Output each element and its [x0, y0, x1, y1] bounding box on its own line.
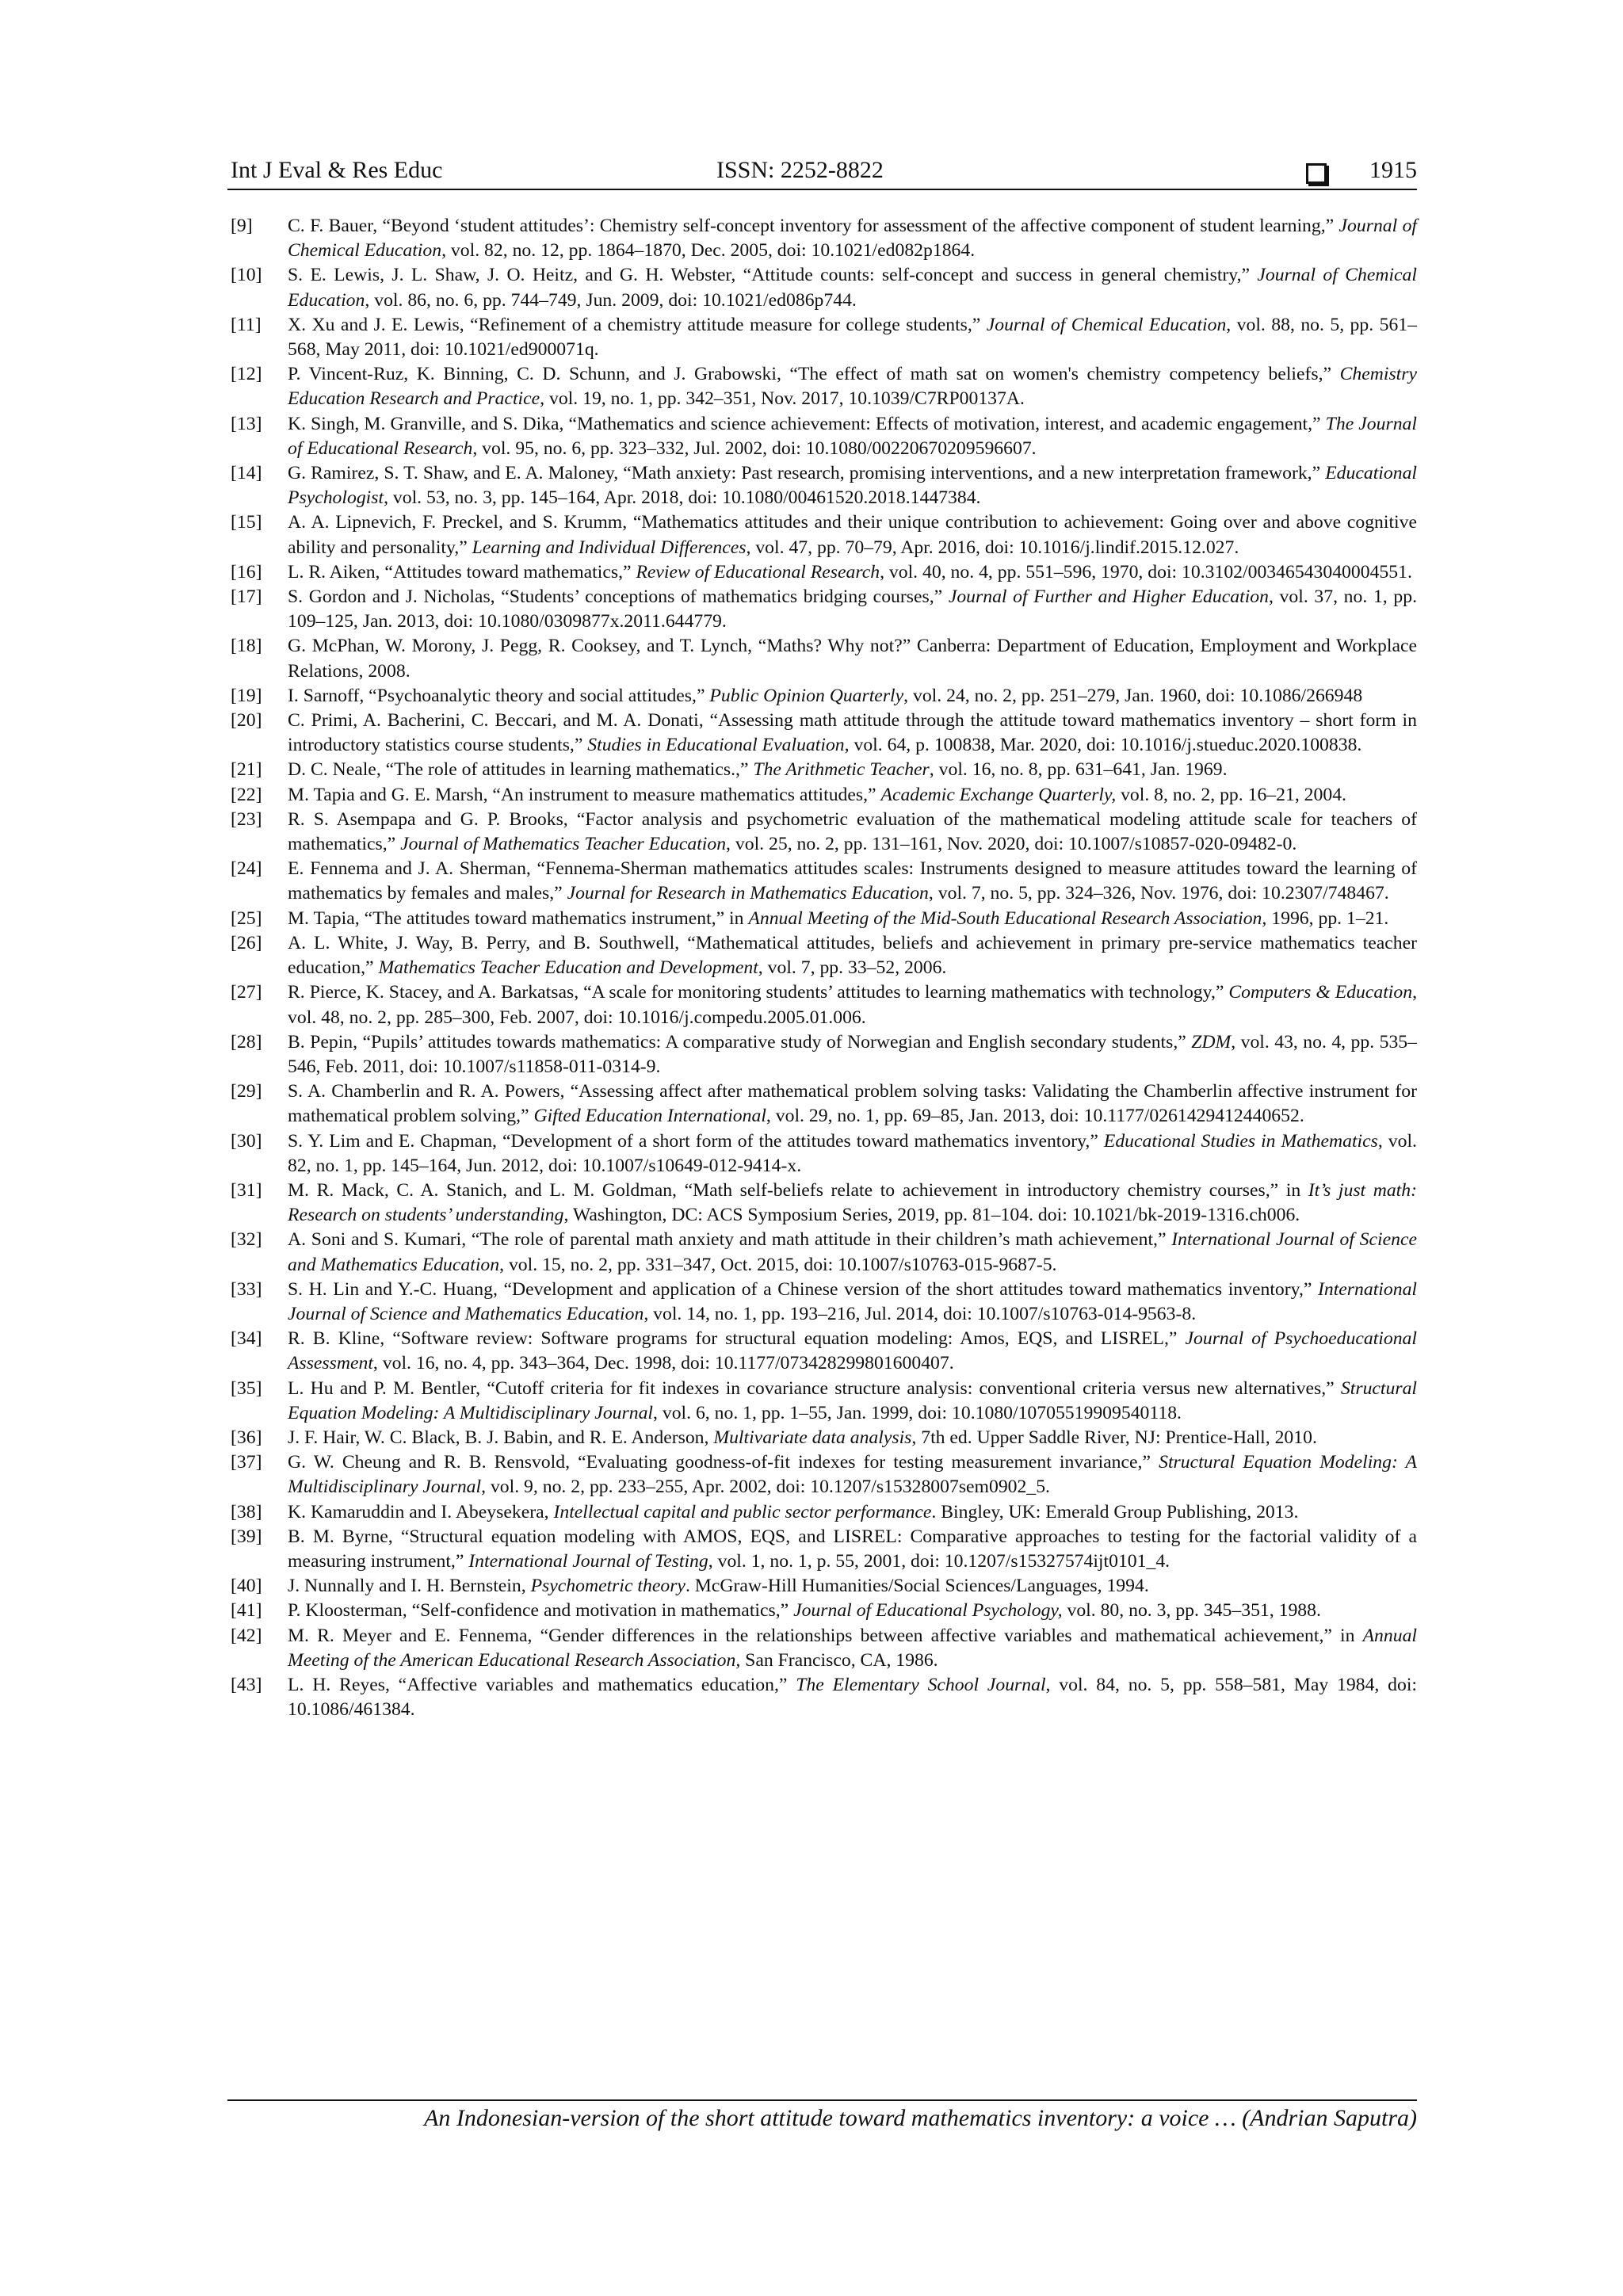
reference-text-segment: C. F. Bauer, “Beyond ‘student attitudes’: Chemistry self-concept inventory for assessment of the affective component of student learning,”	[288, 216, 1339, 236]
reference-source-title: Structural Equation Modeling: A Multidisciplinary Journal	[288, 1452, 1418, 1498]
reference-text	[288, 758, 1417, 782]
reference-item	[231, 783, 1417, 808]
reference-source-title: Journal of Chemical Education	[986, 314, 1227, 335]
reference-source-title: Gifted Education International	[533, 1106, 766, 1127]
reference-number: [27]	[231, 982, 262, 1003]
reference-text-segment: San Francisco, CA, 1986.	[740, 1649, 938, 1671]
reference-item	[231, 214, 1417, 263]
reference-item	[231, 1228, 1417, 1277]
reference-text-segment: M. R. Mack, C. A. Stanich, and L. M. Goldman, “Math self-beliefs relate to achievement in introductory chemistry courses,” in	[288, 1179, 1308, 1201]
reference-source-title: Journal of Mathematics Teacher Education	[400, 834, 727, 855]
reference-source-title: Annual Meeting of the Mid-South Educational Research Association	[748, 907, 1262, 929]
reference-item	[231, 461, 1417, 510]
reference-item	[231, 931, 1417, 980]
reference-item	[231, 1179, 1417, 1228]
reference-source-title: Chemistry Education Research and Practice	[288, 364, 1417, 410]
reference-text-segment: , vol. 14, no. 1, pp. 193–216, Jul. 2014, doi: 10.1007/s10763-014-9563-8.	[643, 1303, 1197, 1324]
reference-number: [9]	[231, 216, 253, 236]
reference-source-title: Journal of Educational Psychology,	[793, 1600, 1063, 1622]
reference-source-title: Intellectual capital and public sector performance	[553, 1501, 932, 1522]
reference-text	[288, 1500, 1417, 1525]
reference-text	[288, 1599, 1417, 1623]
reference-number: [35]	[231, 1377, 262, 1399]
reference-item	[231, 808, 1417, 857]
reference-number: [30]	[231, 1130, 262, 1152]
reference-text-segment: G. Ramirez, S. T. Shaw, and E. A. Maloney, “Math anxiety: Past research, promising interventions, and a new interpretation framework,”	[288, 463, 1326, 484]
reference-number: [37]	[231, 1452, 262, 1473]
page-header	[231, 153, 1417, 188]
reference-text-segment: J. F. Hair, W. C. Black, B. J. Babin, and R. E. Anderson,	[288, 1427, 714, 1448]
issn-label: ISSN: 2252-8822	[716, 157, 884, 183]
reference-text	[288, 263, 1417, 312]
reference-number: [38]	[231, 1501, 262, 1522]
reference-text-segment: , vol. 16, no. 8, pp. 631–641, Jan. 1969.	[929, 759, 1228, 781]
reference-source-title: Studies in Educational Evaluation	[587, 735, 845, 756]
reference-item	[231, 1673, 1417, 1722]
reference-text	[288, 1574, 1417, 1599]
reference-source-title: Psychometric theory	[530, 1576, 685, 1597]
reference-text-segment: , vol. 15, no. 2, pp. 331–347, Oct. 2015, doi: 10.1007/s10763-015-9687-5.	[499, 1254, 1057, 1275]
reference-text-segment: , vol. 29, no. 1, pp. 69–85, Jan. 2013, doi: 10.1177/0261429412440652.	[766, 1106, 1304, 1127]
reference-item	[231, 560, 1417, 585]
reference-source-title: Journal of Chemical Education	[288, 216, 1417, 262]
reference-item	[231, 585, 1417, 634]
reference-text-segment: , vol. 7, no. 5, pp. 324–326, Nov. 1976, doi: 10.2307/748467.	[928, 883, 1389, 904]
reference-text-segment: , vol. 7, pp. 33–52, 2006.	[758, 957, 947, 979]
reference-text	[288, 1624, 1417, 1673]
reference-item	[231, 510, 1417, 560]
reference-source-title: Public Opinion Quarterly	[709, 685, 904, 706]
page-number: 1915	[1369, 157, 1417, 183]
reference-source-title: International Journal of Science and Mathematics Education	[288, 1278, 1417, 1324]
reference-text	[288, 857, 1417, 906]
reference-text-segment: M. Tapia, “The attitudes toward mathematics instrument,” in	[288, 907, 749, 929]
reference-text-segment: , vol. 86, no. 6, pp. 744–749, Jun. 2009, doi: 10.1021/ed086p744.	[365, 289, 857, 311]
reference-source-title: Review of Educational Research	[636, 561, 880, 583]
running-title: An Indonesian-version of the short attitude toward mathematics inventory: a voice … (Andrian Saputra)	[424, 2105, 1417, 2131]
reference-text	[288, 1426, 1417, 1450]
reference-text-segment: , vol. 1, no. 1, p. 55, 2001, doi: 10.1207/s15327574ijt0101_4.	[708, 1550, 1170, 1572]
reference-item	[231, 1377, 1417, 1426]
reference-text	[288, 412, 1417, 461]
reference-item	[231, 980, 1417, 1030]
reference-text-segment: K. Kamaruddin and I. Abeysekera,	[288, 1501, 554, 1522]
reference-text-segment: , vol. 53, no. 3, pp. 145–164, Apr. 2018, doi: 10.1080/00461520.2018.1447384.	[384, 487, 981, 509]
reference-text	[288, 1377, 1417, 1426]
reference-text	[288, 1673, 1417, 1722]
reference-number: [22]	[231, 784, 262, 805]
square-bullet-icon	[1306, 163, 1327, 184]
reference-text	[288, 560, 1417, 585]
reference-text	[288, 510, 1417, 560]
reference-number: [12]	[231, 364, 262, 385]
reference-item	[231, 1599, 1417, 1623]
reference-source-title: Learning and Individual Differences	[472, 537, 747, 558]
reference-number: [25]	[231, 907, 262, 929]
reference-text	[288, 1179, 1417, 1228]
reference-text	[288, 709, 1417, 758]
reference-text-segment: G. W. Cheung and R. B. Rensvold, “Evaluating goodness-of-fit indexes for testing measurement invariance,”	[288, 1452, 1159, 1473]
reference-item	[231, 263, 1417, 312]
reference-text	[288, 808, 1417, 857]
reference-text-segment: B. M. Byrne, “Structural equation modeling with AMOS, EQS, and LISREL: Comparative approaches to testing for the factorial validity of a measuring instrument,”	[288, 1526, 1417, 1572]
reference-item	[231, 1079, 1417, 1129]
reference-number: [20]	[231, 710, 262, 732]
reference-text	[288, 1228, 1417, 1277]
reference-source-title: Multivariate data analysis	[713, 1427, 912, 1448]
reference-source-title: It’s just math: Research on students’ understanding	[288, 1179, 1417, 1226]
reference-text-segment: A. Soni and S. Kumari, “The role of parental math anxiety and math attitude in their children’s math achievement,”	[288, 1229, 1172, 1251]
reference-source-title: Journal of Further and Higher Education	[948, 586, 1269, 608]
reference-item	[231, 1624, 1417, 1673]
reference-text-segment: L. H. Reyes, “Affective variables and mathematics education,”	[288, 1674, 796, 1695]
journal-name: Int J Eval & Res Educ	[231, 157, 443, 183]
header-rule	[227, 189, 1417, 190]
reference-text-segment: R. B. Kline, “Software review: Software programs for structural equation modeling: Amos, EQS, and LISREL,”	[288, 1328, 1186, 1350]
reference-text-segment: K. Singh, M. Granville, and S. Dika, “Mathematics and science achievement: Effects of motivation, interest, and academic engagement,”	[288, 413, 1326, 434]
reference-source-title: Structural Equation Modeling: A Multidisciplinary Journal	[288, 1377, 1417, 1423]
reference-text	[288, 931, 1417, 980]
reference-item	[231, 758, 1417, 782]
reference-item	[231, 1030, 1417, 1079]
reference-text-segment: A. L. White, J. Way, B. Perry, and B. Southwell, “Mathematical attitudes, beliefs and achievement in primary pre-service mathematics teacher education,”	[288, 932, 1417, 979]
reference-list	[231, 214, 1417, 1722]
reference-source-title: International Journal of Science and Mathematics Education	[288, 1229, 1417, 1275]
reference-number: [23]	[231, 808, 262, 830]
reference-text-segment: , vol. 48, no. 2, pp. 285–300, Feb. 2007, doi: 10.1016/j.compedu.2005.01.006.	[288, 982, 1417, 1028]
reference-number: [10]	[231, 265, 262, 286]
reference-source-title: International Journal of Testing	[468, 1550, 708, 1572]
reference-source-title: The Arithmetic Teacher	[753, 759, 930, 781]
reference-text-segment: , 7th ed. Upper Saddle River, NJ: Prentice-Hall, 2010.	[911, 1427, 1317, 1448]
reference-text	[288, 684, 1417, 709]
reference-text-segment: , vol. 88, no. 5, pp. 561–568, May 2011, doi: 10.1021/ed900071q.	[288, 314, 1417, 361]
reference-number: [21]	[231, 759, 262, 781]
reference-item	[231, 634, 1417, 683]
reference-text-segment: S. Y. Lim and E. Chapman, “Development of a short form of the attitudes toward mathematics inventory,”	[288, 1130, 1104, 1152]
reference-source-title: The Elementary School Journal	[796, 1674, 1046, 1695]
reference-number: [11]	[231, 314, 262, 335]
reference-source-title: Educational Studies in Mathematics	[1103, 1130, 1378, 1152]
reference-item	[231, 907, 1417, 931]
reference-text-segment: . McGraw-Hill Humanities/Social Sciences/Languages, 1994.	[685, 1576, 1149, 1597]
reference-source-title: ZDM	[1191, 1031, 1232, 1052]
reference-item	[231, 412, 1417, 461]
reference-item	[231, 684, 1417, 709]
reference-number: [24]	[231, 858, 262, 880]
reference-text-segment: , vol. 19, no. 1, pp. 342–351, Nov. 2017, 10.1039/C7RP00137A.	[540, 388, 1025, 410]
reference-text-segment: , vol. 25, no. 2, pp. 131–161, Nov. 2020, doi: 10.1007/s10857-020-09482-0.	[726, 834, 1297, 855]
reference-text-segment: , vol. 82, no. 12, pp. 1864–1870, Dec. 2005, doi: 10.1021/ed082p1864.	[441, 240, 976, 262]
reference-item	[231, 1450, 1417, 1499]
reference-number: [41]	[231, 1600, 262, 1622]
reference-text-segment: M. R. Meyer and E. Fennema, “Gender differences in the relationships between affective variables and mathematical achievement,” in	[288, 1625, 1363, 1646]
reference-source-title: Journal for Research in Mathematics Education	[567, 883, 929, 904]
reference-text-segment: S. E. Lewis, J. L. Shaw, J. O. Heitz, and G. H. Webster, “Attitude counts: self-concept and success in general chemistry,”	[288, 265, 1258, 286]
reference-text-segment: , vol. 16, no. 4, pp. 343–364, Dec. 1998, doi: 10.1177/073428299801600407.	[372, 1353, 954, 1374]
reference-text	[288, 980, 1417, 1030]
reference-item	[231, 1574, 1417, 1599]
reference-text-segment: A. A. Lipnevich, F. Preckel, and S. Krumm, “Mathematics attitudes and their unique contribution to achievement: Going over and above cognitive ability and personality,”	[288, 512, 1417, 558]
reference-number: [36]	[231, 1427, 262, 1448]
reference-number: [17]	[231, 586, 262, 608]
reference-text	[288, 1525, 1417, 1574]
reference-number: [39]	[231, 1526, 262, 1547]
reference-text	[288, 1278, 1417, 1327]
reference-text-segment: S. H. Lin and Y.-C. Huang, “Development and application of a Chinese version of the short attitudes toward mathematics inventory,”	[288, 1278, 1318, 1300]
reference-number: [32]	[231, 1229, 262, 1251]
reference-text-segment: J. Nunnally and I. H. Bernstein,	[288, 1576, 531, 1597]
reference-item	[231, 1525, 1417, 1574]
reference-source-title: Educational Psychologist	[288, 463, 1417, 509]
reference-source-title: The Journal of Educational Research	[288, 413, 1417, 459]
reference-number: [15]	[231, 512, 262, 533]
reference-text-segment: , Washington, DC: ACS Symposium Series, 2019, pp. 81–104. doi: 10.1021/bk-2019-1316.ch006.	[563, 1205, 1300, 1226]
reference-text-segment: , vol. 37, no. 1, pp. 109–125, Jan. 2013, doi: 10.1080/0309877x.2011.644779.	[288, 586, 1418, 632]
reference-text-segment: , vol. 95, no. 6, pp. 323–332, Jul. 2002, doi: 10.1080/00220670209596607.	[472, 437, 1037, 459]
reference-number: [34]	[231, 1328, 262, 1350]
reference-number: [19]	[231, 685, 262, 706]
reference-number: [40]	[231, 1576, 262, 1597]
reference-text-segment: S. Gordon and J. Nicholas, “Students’ conceptions of mathematics bridging courses,”	[288, 586, 949, 608]
reference-text-segment: , vol. 43, no. 4, pp. 535–546, Feb. 2011, doi: 10.1007/s11858-011-0314-9.	[288, 1031, 1417, 1077]
reference-text-segment: , vol. 9, no. 2, pp. 233–255, Apr. 2002, doi: 10.1207/s15328007sem0902_5.	[481, 1477, 1050, 1498]
reference-text	[288, 1450, 1417, 1499]
reference-text	[288, 1030, 1417, 1079]
reference-text-segment: , vol. 47, pp. 70–79, Apr. 2016, doi: 10.1016/j.lindif.2015.12.027.	[746, 537, 1239, 558]
reference-text-segment: M. Tapia and G. E. Marsh, “An instrument to measure mathematics attitudes,”	[288, 784, 881, 805]
reference-text	[288, 907, 1417, 931]
reference-item	[231, 1129, 1417, 1179]
reference-text-segment: E. Fennema and J. A. Sherman, “Fennema-Sherman mathematics attitudes scales: Instruments designed to measure attitudes toward the learning of mathematics by females and males,”	[288, 858, 1417, 904]
reference-text	[288, 1327, 1417, 1376]
reference-number: [33]	[231, 1278, 262, 1300]
reference-text	[288, 214, 1417, 263]
reference-text-segment: , vol. 64, p. 100838, Mar. 2020, doi: 10.1016/j.stueduc.2020.100838.	[844, 735, 1362, 756]
reference-item	[231, 1278, 1417, 1327]
reference-text	[288, 362, 1417, 411]
reference-text-segment: S. A. Chamberlin and R. A. Powers, “Assessing affect after mathematical problem solving tasks: Validating the Chamberlin affective instrument for mathematical problem solving,”	[288, 1081, 1417, 1127]
reference-text	[288, 461, 1417, 510]
reference-number: [13]	[231, 413, 262, 434]
reference-number: [18]	[231, 636, 262, 657]
reference-text-segment: R. Pierce, K. Stacey, and A. Barkatsas, “A scale for monitoring students’ attitudes to learning mathematics with technology,”	[288, 982, 1229, 1003]
reference-item	[231, 857, 1417, 906]
reference-number: [29]	[231, 1081, 262, 1102]
reference-text	[288, 1079, 1417, 1129]
reference-text-segment: P. Vincent-Ruz, K. Binning, C. D. Schunn, and J. Grabowski, “The effect of math sat on women's chemistry competency beliefs,”	[288, 364, 1340, 385]
reference-source-title: Academic Exchange Quarterly,	[880, 784, 1117, 805]
reference-text-segment: C. Primi, A. Bacherini, C. Beccari, and M. A. Donati, “Assessing math attitude through the attitude toward mathematics inventory – short form in introductory statistics course students,”	[288, 710, 1417, 756]
reference-source-title: Journal of Chemical Education	[288, 265, 1417, 311]
reference-text-segment: X. Xu and J. E. Lewis, “Refinement of a chemistry attitude measure for college students,”	[288, 314, 987, 335]
reference-source-title: Journal of Psychoeducational Assessment	[288, 1328, 1417, 1374]
reference-text-segment: D. C. Neale, “The role of attitudes in learning mathematics.,”	[288, 759, 754, 781]
reference-text	[288, 585, 1417, 634]
reference-text-segment: R. S. Asempapa and G. P. Brooks, “Factor analysis and psychometric evaluation of the mathematical modeling attitude scale for teachers of mathematics,”	[288, 808, 1417, 855]
reference-number: [42]	[231, 1625, 262, 1646]
reference-text-segment: . Bingley, UK: Emerald Group Publishing, 2013.	[931, 1501, 1299, 1522]
reference-text	[288, 783, 1417, 808]
reference-item	[231, 313, 1417, 362]
reference-text	[288, 634, 1417, 683]
reference-item	[231, 1500, 1417, 1525]
reference-source-title: Mathematics Teacher Education and Development	[378, 957, 758, 979]
reference-text-segment: G. McPhan, W. Morony, J. Pegg, R. Cooksey, and T. Lynch, “Maths? Why not?” Canberra: Department of Education, Employment and Workplace Relations, 2008.	[288, 636, 1417, 682]
reference-number: [26]	[231, 932, 262, 953]
reference-text-segment: , 1996, pp. 1–21.	[1262, 907, 1389, 929]
reference-item	[231, 1327, 1417, 1376]
reference-text-segment: , vol. 24, no. 2, pp. 251–279, Jan. 1960, doi: 10.1086/266948	[903, 685, 1363, 706]
reference-text-segment: , vol. 40, no. 4, pp. 551–596, 1970, doi: 10.3102/00346543040004551.	[880, 561, 1412, 583]
reference-number: [43]	[231, 1674, 262, 1695]
reference-text-segment: I. Sarnoff, “Psychoanalytic theory and social attitudes,”	[288, 685, 710, 706]
reference-text-segment: L. Hu and P. M. Bentler, “Cutoff criteria for fit indexes in covariance structure analysis: conventional criteria versus new alternatives,”	[288, 1377, 1341, 1399]
reference-text-segment: P. Kloosterman, “Self-confidence and motivation in mathematics,”	[288, 1600, 794, 1622]
reference-text-segment: vol. 8, no. 2, pp. 16–21, 2004.	[1116, 784, 1346, 805]
reference-number: [28]	[231, 1031, 262, 1052]
reference-item	[231, 362, 1417, 411]
reference-text	[288, 313, 1417, 362]
reference-item	[231, 709, 1417, 758]
reference-source-title: Annual Meeting of the American Educational Research Association,	[288, 1625, 1417, 1671]
reference-number: [14]	[231, 463, 262, 484]
reference-text	[288, 1129, 1417, 1179]
reference-text-segment: , vol. 84, no. 5, pp. 558–581, May 1984, doi: 10.1086/461384.	[288, 1674, 1418, 1721]
reference-number: [31]	[231, 1179, 262, 1201]
reference-text-segment: L. R. Aiken, “Attitudes toward mathematics,”	[288, 561, 636, 583]
reference-text-segment: , vol. 82, no. 1, pp. 145–164, Jun. 2012, doi: 10.1007/s10649-012-9414-x.	[288, 1130, 1417, 1176]
reference-item	[231, 1426, 1417, 1450]
reference-source-title: Computers & Education	[1228, 982, 1413, 1003]
reference-number: [16]	[231, 561, 262, 583]
reference-text-segment: B. Pepin, “Pupils’ attitudes towards mathematics: A comparative study of Norwegian and English secondary students,”	[288, 1031, 1192, 1052]
reference-text-segment: vol. 80, no. 3, pp. 345–351, 1988.	[1062, 1600, 1321, 1622]
reference-text-segment: , vol. 6, no. 1, pp. 1–55, Jan. 1999, doi: 10.1080/10705519909540118.	[653, 1402, 1182, 1423]
